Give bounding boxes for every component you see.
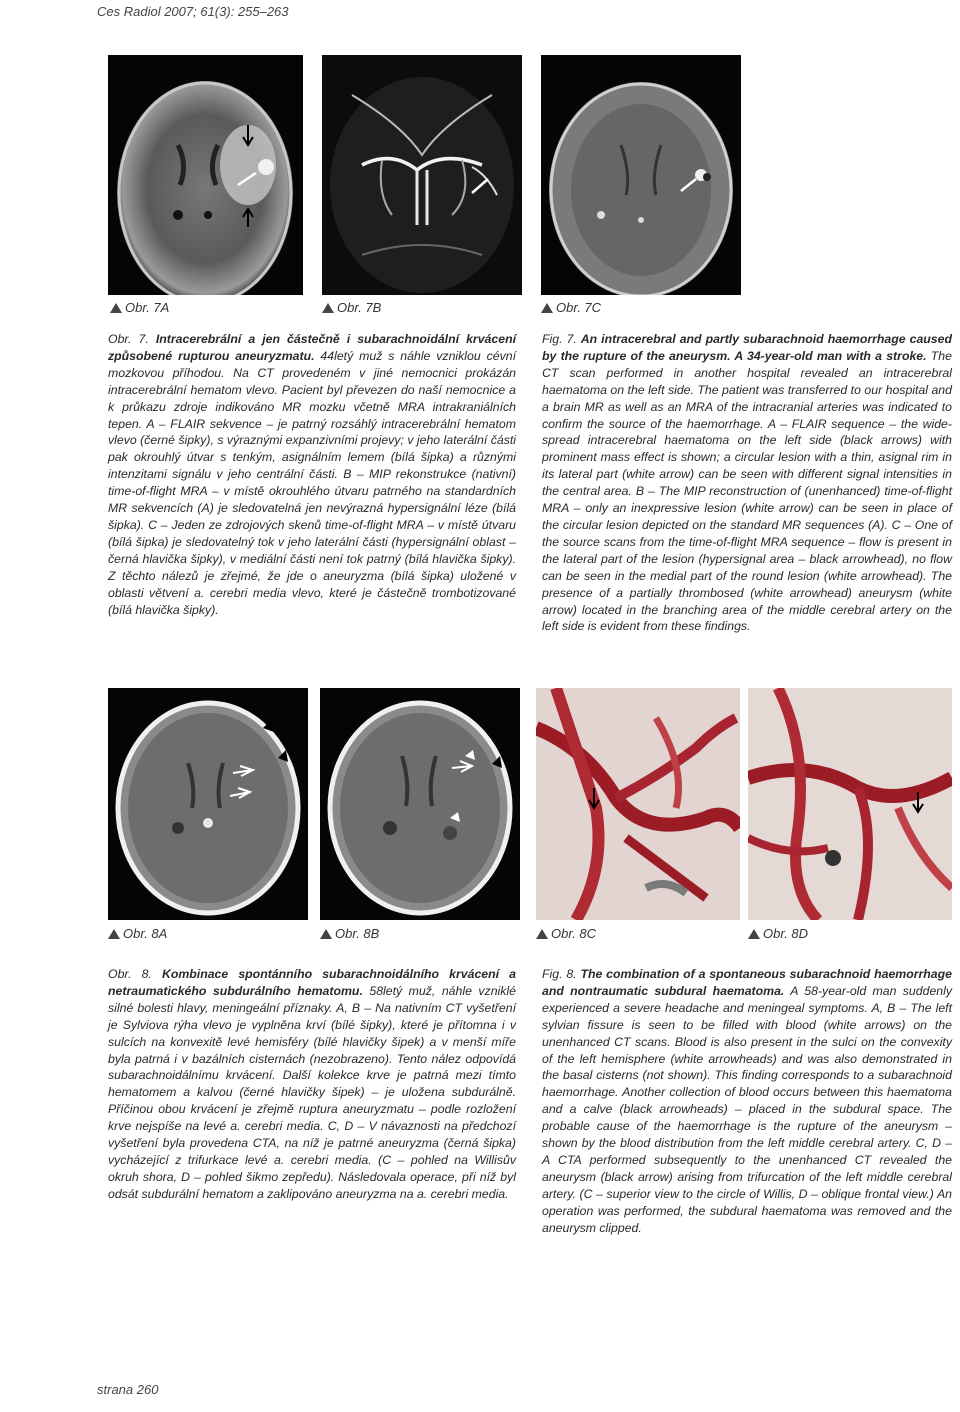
figure-7c-mra-source bbox=[541, 55, 741, 295]
triangle-icon bbox=[320, 929, 332, 939]
triangle-icon bbox=[110, 303, 122, 313]
figure-8b-label: Obr. 8B bbox=[320, 926, 379, 941]
triangle-icon bbox=[536, 929, 548, 939]
figure-7a-mri-flair bbox=[108, 55, 303, 295]
figure-8-caption-english: Fig. 8. The combination of a spontaneous subarachnoid haemorrhage and nontraumatic subdural haematoma. A 58-year-old man suddenly experienced a severe headache and meningeal symptoms. A, B – The left sylvian fissure is seen to be filled with blood (white arrows) on the unenhanced CT scans. Blood is also present in the sulci on the convexity of the left hemisphere (white arrowheads) and was also demonstrated in the basal cisterns (not shown). This finding corresponds to a subarachnoid haemorrhage. Another collection of blood occurs between this haematoma and a calve (black arrowheads) – placed in the subdural space. The probable cause of the haemorrhage is the rupture of the aneurysm – shown by the blood distribution from the left middle cerebral artery. C, D – A CTA performed subsequently to the unenhanced CT revealed the aneurysm (black arrow) arising from trifurcation of the left middle cerebral artery. (C – superior view to the circle of Willis, D – oblique frontal view.) An operation was performed, the subdural haematoma was removed and the aneurysm clipped. bbox=[542, 967, 953, 1235]
figure-7b-mra-mip bbox=[322, 55, 522, 295]
journal-citation: Ces Radiol 2007; 61(3): 255–263 bbox=[97, 4, 289, 19]
figure-7a-label: Obr. 7A bbox=[110, 300, 169, 315]
figure-7-caption-czech: Obr. 7. Intracerebrální a jen částečně i subarachnoidální krvácení způsobené rupturou aneuryzmatu. 44letý muž s náhle vzniklou cévní mozkovou příhodou. Na CT provedeném v jiné nemocnici prokázán intracerebrální hematom vlevo. Pacient byl převezen do naší nemocnice a k průkazu zdroje indikováno MR mozku včetně MRA intrakraniálních tepen. A – FLAIR sekvence – je patrný rozsáhlý intracerebrální hematom vlevo (černé šipky), s výraznými expanzivními projevy; v jeho laterální části pak okrouhlý útvar s tenkým, asignálním lemem (bílá šipka) a různými intenzitami signálu v jeho centrální části. B – MIP rekonstrukce (nativní) time-of-flight MRA – v místě okrouhlého útvaru patrného na standardních MR sekvencích (A) je sledovatelná jen nevýrazná hypersignální léze (bílá šipka). C – Jeden ze zdrojových skenů time-of-flight MRA – v místě útvaru (bílá šipka) je sledovatelný tok v jeho laterální části (hypersignální oblast – černá hlavička šipky), v mediální části není tok patrný (bílá hlavička šipky). Z těchto nálezů je zřejmé, že jde o aneuryzma (bílá šipka) uložené v oblasti větvení a. cerebri media vlevo, které je částečně trombotizované (bílá hlavička šipky). bbox=[108, 332, 516, 617]
figure-7-caption-english: Fig. 7. An intracerebral and partly subarachnoid haemorrhage caused by the rupture of the aneurysm. A 34-year-old man with a stroke. The CT scan performed in another hospital revealed an intracerebral haematoma on the left side. The patient was transferred to our hospital and a brain MR as well as an MRA of the intracranial arteries was indicated to confirm the source of the haemorrhage. A – FLAIR sequence – the wide-spread intracerebral haematoma on the left side (black arrows) with prominent mass effect is shown; a circular lesion with a thin, asignal rim in its lateral part (white arrow) can be seen with different signal intensities in the central area. B – The MIP reconstruction of (unenhanced) time-of-flight MRA – only an inexpressive lesion (white arrow) can be seen in place of the circular lesion depicted on the standard MR sequences (A). C – One of the source scans from the time-of-flight MRA sequence – flow is present in the lateral part of the lesion (hypersignal area – black arrowhead), no flow can be seen in the medial part of the round lesion (white arrowhead). The presence of a partially thrombosed (white arrowhead) aneurysm (white arrow) located in the branching area of the middle cerebral artery on the left side is evident from these findings. bbox=[542, 332, 952, 634]
figure-8d-label: Obr. 8D bbox=[748, 926, 808, 941]
triangle-icon bbox=[322, 303, 334, 313]
figure-8a-ct bbox=[108, 688, 308, 920]
figure-8d-cta-3d bbox=[748, 688, 952, 920]
figure-7c-label: Obr. 7C bbox=[541, 300, 601, 315]
figure-8b-ct bbox=[320, 688, 520, 920]
figure-8c-label: Obr. 8C bbox=[536, 926, 596, 941]
triangle-icon bbox=[541, 303, 553, 313]
page-number: strana 260 bbox=[97, 1382, 159, 1397]
figure-7b-label: Obr. 7B bbox=[322, 300, 381, 315]
triangle-icon bbox=[108, 929, 120, 939]
figure-8a-label: Obr. 8A bbox=[108, 926, 167, 941]
figure-8c-cta-3d bbox=[536, 688, 740, 920]
figure-8-caption-czech: Obr. 8. Kombinace spontánního subarachnoidálního krvácení a netraumatického subdurálního hematomu. 58letý muž, náhle vzniklé silné bolesti hlavy, meningeální příznaky. A, B – Na nativním CT vyšetření je Sylviova rýha vlevo je vyplněna krví (bílé šipky), které je přítomna i v sulcích na konvexitě levé hemisféry (bílé hlavičky šipek) a v menší míře byla patrná i v bazálních cisternách (nezobrazeno). Tento nález odpovídá subarachnoidálnímu krvácení. Další kolekce krve je patrná mezi tímto hematomem a kalvou (černé hlavičky šipek) – je uložena subdurálně. Příčinou obou krvácení je zřejmě ruptura aneuryzmatu – podle rozložení krve nejspíše na levé a. cerebri media. C, D – V návaznosti na předchozí vyšetření byla provedena CTA, na níž je patrné aneuryzma (černá šipka) vycházející z trifurkace levé a. cerebri media. (C – pohled na Willisův okruh shora, D – pohled šikmo zepředu). Následovala operace, při níž byl odsát subdurální hematom a zaklipováno aneuryzma na a. cerebri media. bbox=[108, 967, 516, 1201]
triangle-icon bbox=[748, 929, 760, 939]
